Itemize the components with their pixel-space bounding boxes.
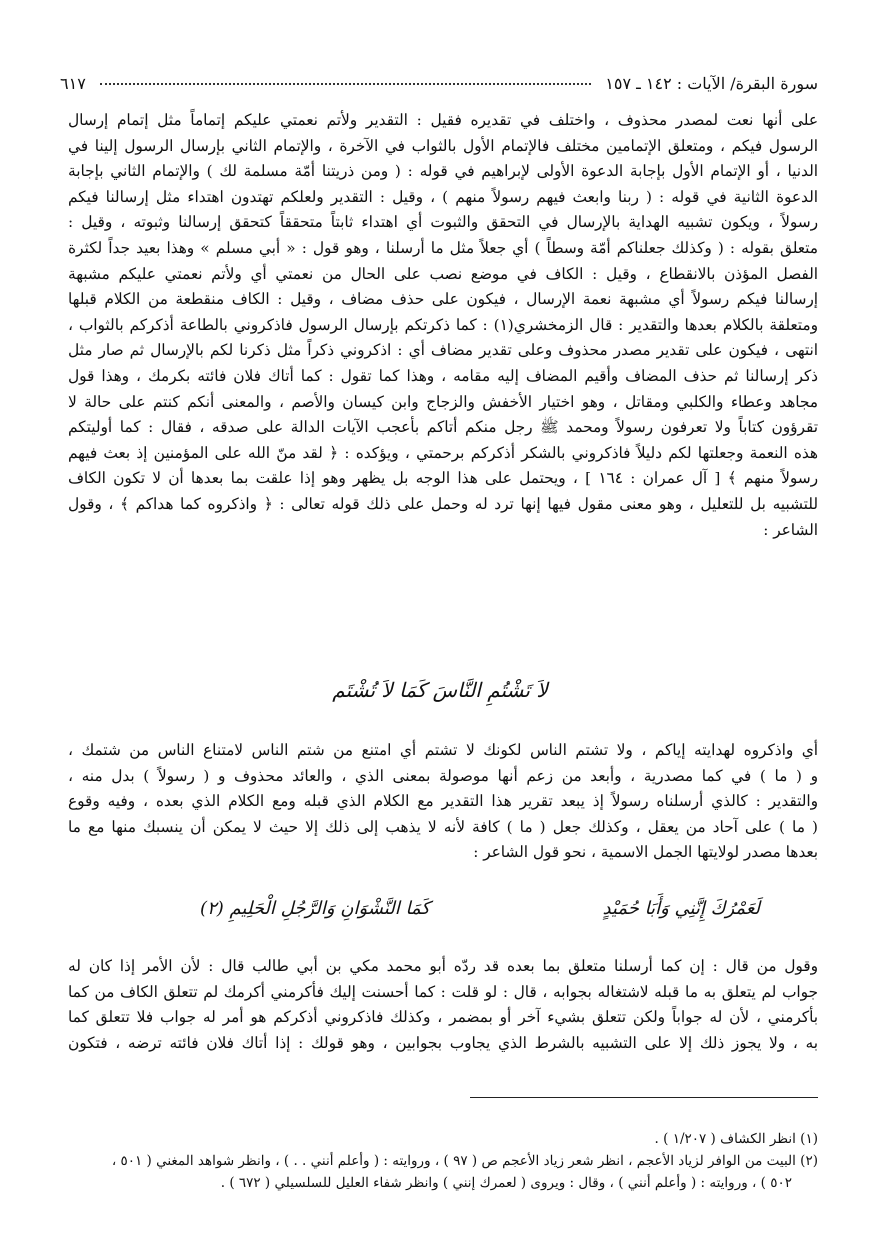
text-line: انتهى ، فيكون على تقدير مصدر محذوف وعلى تقدير مضاف أي : اذكروني ذكراً مثل ذكرنا لكم بالإرسال ثم صار مثل — [68, 341, 818, 360]
text-line: هذه النعمة وجعلتها لكم دليلاً فاذكروني بالشكر أذكركم برحمتي ، ويؤكده : ﴿ لقد منّ الله على المؤمنين إذ بعث فيهم — [68, 443, 818, 462]
paragraph-2 — [68, 738, 818, 866]
footnotes — [60, 1128, 818, 1194]
paragraph-3 — [68, 954, 818, 1056]
running-header — [60, 70, 818, 96]
text-line: به ، ولا يجوز ذلك إلا على التشبيه بالشرط الذي يجاوب بجوابين ، وهو قولك : إذا أتاك فلان فائته ترضه ، فتكون — [68, 1033, 818, 1052]
text-line: و ( ما ) في كما مصدرية ، وأبعد من زعم أنها موصولة بمعنى الذي ، والعائد محذوف و ( رسولاً ) بدل منه ، — [68, 766, 818, 785]
text-line: الدنيا ، أو الإتمام الأول بإجابة الدعوة الأولى لإبراهيم في قوله : ( ومن ذريتنا أمّة مسلمة لك ) والإتمام الثاني بإجابة — [68, 162, 818, 181]
header-title: سورة البقرة/ الآيات : ١٤٢ ـ ١٥٧ — [605, 73, 818, 93]
text-line: تقرؤون كتاباً ولا تعرفون رسولاً ومحمد ﷺ رجل منكم أتاكم بأعجب الآيات الدالة على صدقه ، فقال : كما أوليتكم — [68, 418, 818, 437]
text-line: الشاعر : — [763, 520, 818, 539]
text-line: ( ما ) على آحاد من يعقل ، وكذلك جعل ( ما ) كافة لأنه لا يذهب إلى ذلك إلا حيث لا يمكن أن ينسبك منها مع ما — [68, 817, 818, 836]
text-line: أي واذكروه لهدايته إياكم ، ولا تشتم الناس لكونك لا تشتم أي امتنع من شتم الناس لامتناع الناس من شتمك ، — [68, 741, 818, 759]
text-line: مجاهد وعطاء والكلبي ومقاتل ، وهو اختيار الأخفش والزجاج وابن كيسان والأصم ، والمعنى أنكم كنتم على حالة لا — [68, 392, 818, 411]
text-line: الدعوة الثانية في قوله : ( ربنا وابعث فيهم رسولاً منهم ) ، وقيل : التقدير ولعلكم تهتدون اهتداء مثل إرسالنا فيكم — [68, 187, 818, 206]
text-line: وقول من قال : إن كما أرسلنا متعلق بما بعده قد ردّه أبو محمد مكي بن أبي طالب قال : لأن الأمر إذا كان له — [68, 957, 818, 975]
text-line: ذكر إرسالنا ثم حذف المضاف وأقيم المضاف إليه مقامه ، وهذا كما تقول : كما أتاك فلان فائته بكرمك ، وهذا قول — [68, 366, 818, 385]
text-line: متعلق بقوله : ( وكذلك جعلناكم أمّة وسطاً ) أي جعلاً مثل ما أرسلنا ، وهو قول : « أبي مسلم » وهذا بعيد جداً لكثرة — [68, 238, 818, 257]
footnote-1: (١) انظر الكشاف ( ١/٢٠٧ ) . — [654, 1131, 818, 1147]
page-number: ٦١٧ — [60, 73, 86, 93]
text-line: رسولاً منهم ﴾ [ آل عمران : ١٦٤ ] ، ويحتمل على هذا الوجه بل يظهر وهو إذا علقت بما بعدها أن لا تكون الكاف — [68, 469, 818, 488]
text-line: على أنها نعت لمصدر محذوف ، واختلف في تقديره فقيل : التقدير ولأتم نعمتي عليكم إتماماً مثل إتمام إرسال — [68, 111, 818, 129]
text-line: الرسول فيكم ، ومتعلق الإتمامين مختلف فالإتمام الأول بالثواب في الآخرة ، والإتمام الثاني بإرسال الرسول إلينا في — [68, 136, 818, 155]
poetry-verse-1: لاَ تَشْتُمِ النَّاسَ كَمَا لاَ تُشْتَم — [332, 678, 548, 702]
footnote-2: (٢) البيت من الوافر لزياد الأعجم ، انظر شعر زياد الأعجم ص ( ٩٧ ) ، وروايته : ( وأعلم أنني . . ) ، وانظر شواهد المغني ( ٥٠١ ، — [111, 1153, 818, 1169]
text-line: الفصل المؤذن بالانقطاع ، وقيل : الكاف في موضع نصب على الحال من نعمتي أي ولأتم نعمتي عليكم مشبهة — [68, 264, 818, 283]
text-line: للتشبيه بل للتعليل ، وهو معنى مقول فيها إنها ترد له وحمل على ذلك قوله تعالى : ﴿ واذكروه كما هداكم ﴾ ، وقول — [68, 494, 818, 513]
header-dot-leader — [100, 82, 591, 85]
text-line: رسولاً ، ويكون تشبيه الهداية بالإرسال في التحقق والثبوت أي اهتداء ثابتاً متحققاً كتحقق إرسالنا وثبوته ، وقيل : — [68, 213, 818, 232]
verse-hemistich-right: لَعَمْرُكَ إِنَّنِي وَأَبَا حُمَيْدٍ — [602, 898, 760, 919]
text-line: جواب لم يتعلق به ما قبله لاشتغاله بجوابه ، قال : لو قلت : كما أحسنت إليك فأكرمني أكرمك لم تتعلق الكاف من كما — [68, 982, 818, 1001]
footnote-separator — [470, 1097, 818, 1098]
poetry-verse-2 — [200, 898, 760, 919]
text-line: إرسالنا فيكم رسولاً أي مشبهة نعمة الإرسال ، فيكون على حذف مضاف ، وقيل : الكاف منقطعة من الكلام قبلها — [68, 290, 818, 309]
text-line: بعدها مصدر لولايتها الجمل الاسمية ، نحو قول الشاعر : — [473, 843, 818, 862]
text-line: بأكرمني ، لأن له جواباً ولكن تتعلق بشيء آخر أو بمضمر ، وكذلك فاذكروني أذكركم هو أمر له جواب فلا تتعلق كما — [68, 1008, 818, 1027]
footnote-2-continued: ٥٠٢ ) ، وروايته : ( وأعلم أنني ) ، وقال : ويروى ( لعمرك إنني ) وانظر شفاء العليل للسلسيلي ( ٦٧٢ ) . — [220, 1175, 792, 1191]
text-line: والتقدير : كالذي أرسلناه رسولاً إذ يبعد تقرير هذا التقدير مع الكلام الذي قبله ومع الكلام الذي بعده ، وفيه وقوع — [68, 792, 818, 811]
verse-hemistich-left: كَمَا النَّشْوَانِ وَالرَّجُلِ الْحَلِيمِ (٢) — [200, 898, 430, 919]
text-line: ومتعلقة بالكلام بعدها والتقدير : قال الزمخشري(١) : كما ذكرتكم بإرسال الرسول فاذكروني بالطاعة أذكركم بالثواب ، — [68, 315, 818, 334]
paragraph-1 — [68, 108, 818, 543]
